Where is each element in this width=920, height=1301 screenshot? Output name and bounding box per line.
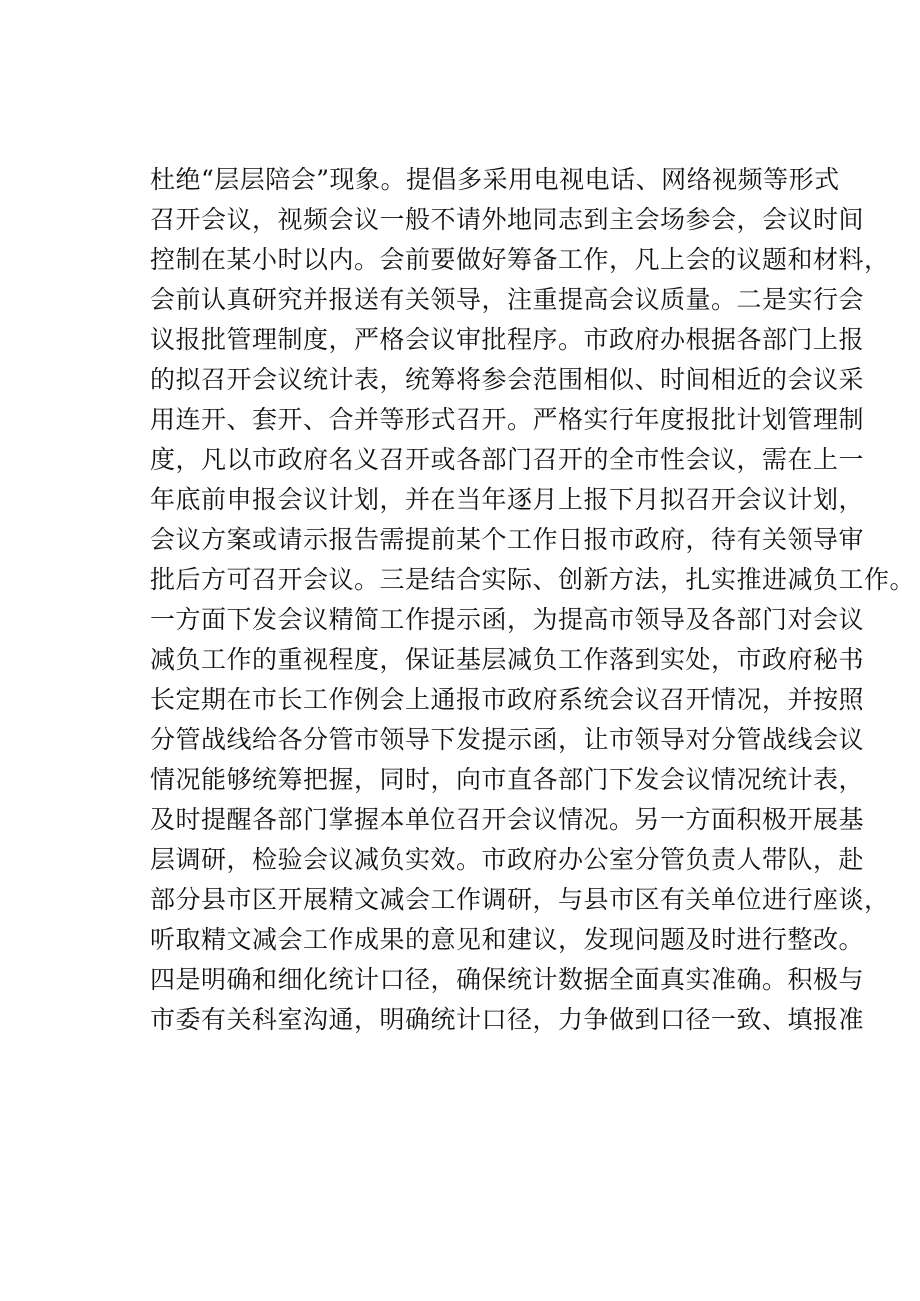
text-line: 市委有关科室沟通，明确统计口径，力争做到口径一致、填报准 xyxy=(150,1005,865,1034)
body-text xyxy=(150,160,916,1040)
text-line: 部分县市区开展精文减会工作调研，与县市区有关单位进行座谈， xyxy=(150,885,890,914)
text-line: 四是明确和细化统计口径，确保统计数据全面真实准确。积极与 xyxy=(150,965,865,994)
text-line: 情况能够统筹把握，同时，向市直各部门下发会议情况统计表， xyxy=(150,765,865,794)
text-line: 议报批管理制度，严格会议审批程序。市政府办根据各部门上报 xyxy=(150,325,865,354)
text-line: 长定期在市长工作例会上通报市政府系统会议召开情况，并按照 xyxy=(150,685,865,714)
text-line: 听取精文减会工作成果的意见和建议，发现问题及时进行整改。 xyxy=(150,925,865,954)
text-line: 分管战线给各分管市领导下发提示函，让市领导对分管战线会议 xyxy=(150,725,865,754)
text-line: 一方面下发会议精简工作提示函，为提高市领导及各部门对会议 xyxy=(150,605,865,634)
text-line: 减负工作的重视程度，保证基层减负工作落到实处，市政府秘书 xyxy=(150,645,865,674)
text-line: 年底前申报会议计划，并在当年逐月上报下月拟召开会议计划， xyxy=(150,485,865,514)
text-line: 会议方案或请示报告需提前某个工作日报市政府，待有关领导审 xyxy=(150,525,865,554)
text-line: 及时提醒各部门掌握本单位召开会议情况。另一方面积极开展基 xyxy=(150,805,865,834)
text-line: 控制在某小时以内。会前要做好筹备工作，凡上会的议题和材料， xyxy=(150,245,890,274)
text-line: 召开会议，视频会议一般不请外地同志到主会场参会，会议时间 xyxy=(150,205,865,234)
text-line: 杜绝“层层陪会”现象。提倡多采用电视电话、网络视频等形式 xyxy=(150,165,840,194)
text-line: 批后方可召开会议。三是结合实际、创新方法，扎实推进减负工作。 xyxy=(150,565,916,594)
text-line: 层调研，检验会议减负实效。市政府办公室分管负责人带队，赴 xyxy=(150,845,865,874)
text-line: 的拟召开会议统计表，统筹将参会范围相似、时间相近的会议采 xyxy=(150,365,865,394)
text-line: 会前认真研究并报送有关领导，注重提高会议质量。二是实行会 xyxy=(150,285,865,314)
text-line: 用连开、套开、合并等形式召开。严格实行年度报批计划管理制 xyxy=(150,405,865,434)
text-line: 度，凡以市政府名义召开或各部门召开的全市性会议，需在上一 xyxy=(150,445,865,474)
